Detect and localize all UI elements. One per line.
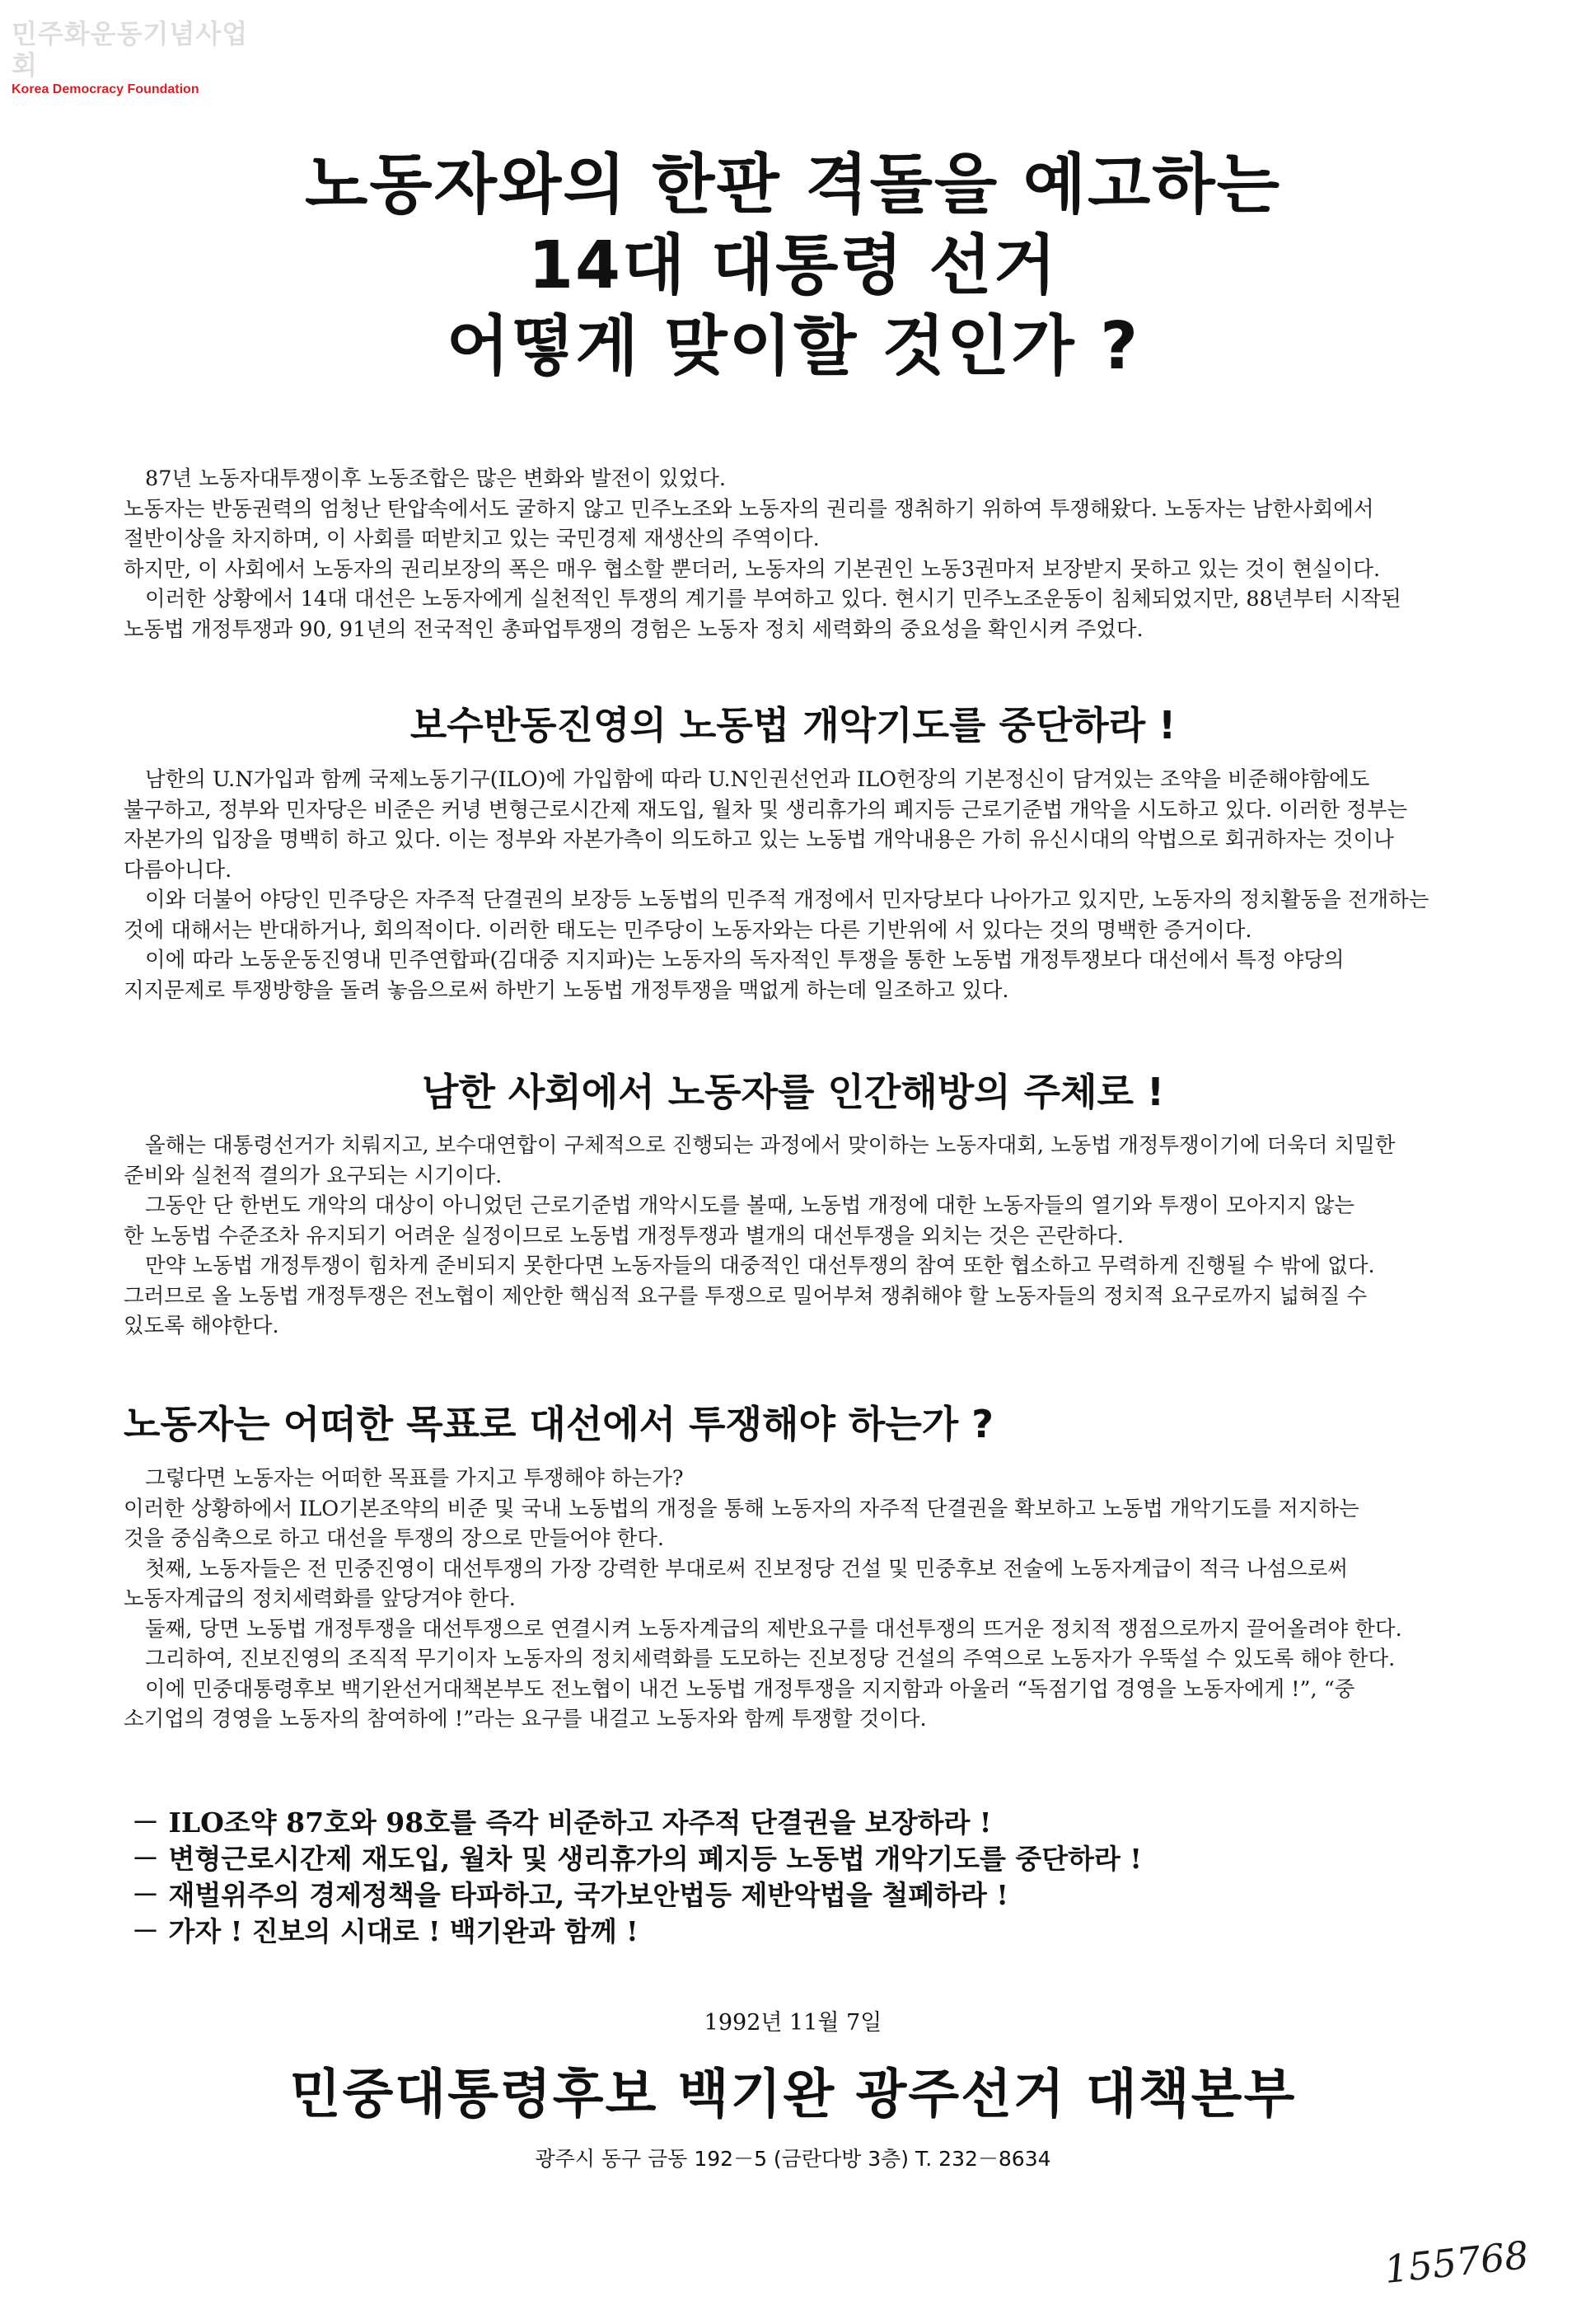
text-line: 노동자계급의 정치세력화를 앞당겨야 한다. <box>124 1586 516 1611</box>
title-line: 14대 대통령 선거 <box>528 227 1058 303</box>
text-line: 노동자는 반동권력의 엄청난 탄압속에서도 굴하지 않고 민주노조와 노동자의 권리를 쟁취하기 위하여 투쟁해왔다. 노동자는 남한사회에서 <box>124 496 1374 522</box>
text-line: 남한의 U.N가입과 함께 국제노동기구(ILO)에 가입함에 따라 U.N인권선언과 ILO헌장의 기본정신이 담겨있는 조약을 비준해야함에도 <box>145 767 1370 792</box>
text-line: 것에 대해서는 반대하거나, 회의적이다. 이러한 태도는 민주당이 노동자와는 다른 기반위에 서 있다는 것의 명백한 증거이다. <box>124 917 1252 943</box>
main-title <box>0 144 1586 387</box>
watermark-english: Korea Democracy Foundation <box>12 82 199 96</box>
text-line: 불구하고, 정부와 민자당은 비준은 커녕 변형근로시간제 재도입, 월차 및 생리휴가의 폐지등 근로기준법 개악을 시도하고 있다. 이러한 정부는 <box>124 797 1408 822</box>
section-body <box>124 765 1458 1005</box>
text-line: 그동안 단 한번도 개악의 대상이 아니었던 근로기준법 개악시도를 볼때, 노동법 개정에 대한 노동자들의 열기와 투쟁이 모아지지 않는 <box>145 1193 1354 1218</box>
slogan: － ILO조약 87호와 98호를 즉각 비준하고 자주적 단결권을 보장하라 ! <box>132 1806 992 1839</box>
slogan: － 변형근로시간제 재도입, 월차 및 생리휴가의 폐지등 노동법 개악기도를 중단하라 ! <box>132 1843 1142 1875</box>
text-line: 자본가의 입장을 명백히 하고 있다. 이는 정부와 자본가측이 의도하고 있는 노동법 개악내용은 가히 유신시대의 악법으로 회귀하자는 것이나 <box>124 827 1394 852</box>
text-line: 이에 민중대통령후보 백기완선거대책본부도 전노협이 내건 노동법 개정투쟁을 지지함과 아울러 “독점기업 경영을 노동자에게 !”, “중 <box>145 1676 1355 1702</box>
intro-paragraph <box>124 464 1458 644</box>
title-line: 어떻게 맞이할 것인가 ? <box>446 308 1140 384</box>
text-line: 만약 노동법 개정투쟁이 힘차게 준비되지 못한다면 노동자들의 대중적인 대선투쟁의 참여 또한 협소하고 무력하게 진행될 수 밖에 없다. <box>145 1253 1375 1278</box>
text-line: 그리하여, 진보진영의 조직적 무기이자 노동자의 정치세력화를 도모하는 진보정당 건설의 주역으로 노동자가 우뚝설 수 있도록 해야 한다. <box>145 1647 1396 1671</box>
text-line: 올해는 대통령선거가 치뤄지고, 보수대연합이 구체적으로 진행되는 과정에서 맞이하는 노동자대회, 노동법 개정투쟁이기에 더욱더 치밀한 <box>145 1133 1396 1158</box>
text-line: 이에 따라 노동운동진영내 민주연합파(김대중 지지파)는 노동자의 독자적인 투쟁을 통한 노동법 개정투쟁보다 대선에서 특정 야당의 <box>145 948 1345 972</box>
handwritten-archive-number: 155768 <box>1382 2232 1531 2293</box>
text-line: 있도록 해야한다. <box>124 1314 279 1338</box>
slogan-list <box>132 1805 1532 1950</box>
text-line: 것을 중심축으로 하고 대선을 투쟁의 장으로 만들어야 한다. <box>124 1526 665 1551</box>
section-title: 남한 사회에서 노동자를 인간해방의 주체로 ! <box>422 1070 1164 1114</box>
text-line: 그렇다면 노동자는 어떠한 목표를 가지고 투쟁해야 하는가? <box>145 1466 684 1491</box>
text-line: 지지문제로 투쟁방향을 돌려 놓음으로써 하반기 노동법 개정투쟁을 맥없게 하는데 일조하고 있다. <box>124 977 1009 1003</box>
text-line: 한 노동법 수준조차 유지되기 어려운 실정이므로 노동법 개정투쟁과 별개의 대선투쟁을 외치는 것은 곤란하다. <box>124 1223 1124 1249</box>
organization-address: 광주시 동구 금동 192－5 (금란다방 3층) T. 232－8634 <box>535 2147 1051 2171</box>
text-line: 이러한 상황하에서 ILO기본조약의 비준 및 국내 노동법의 개정을 통해 노동자의 자주적 단결권을 확보하고 노동법 개악기도를 저지하는 <box>124 1496 1359 1521</box>
text-line: 노동법 개정투쟁과 90, 91년의 전국적인 총파업투쟁의 경험은 노동자 정치 세력화의 중요성을 확인시켜 주었다. <box>124 616 1144 642</box>
text-line: 다름아니다. <box>124 857 232 883</box>
text-line: 87년 노동자대투쟁이후 노동조합은 많은 변화와 발전이 있었다. <box>145 466 727 491</box>
text-line: 첫째, 노동자들은 전 민중진영이 대선투쟁의 가장 강력한 부대로써 진보정당 건설 및 민중후보 전술에 노동자계급이 적극 나섬으로써 <box>145 1556 1348 1581</box>
text-line: 절반이상을 차지하며, 이 사회를 떠받치고 있는 국민경제 재생산의 주역이다. <box>124 527 820 551</box>
text-line: 소기업의 경영을 노동자의 참여하에 !”라는 요구를 내걸고 노동자와 함께 투쟁할 것이다. <box>124 1707 927 1731</box>
slogan: － 재벌위주의 경제정책을 타파하고, 국가보안법등 제반악법을 철폐하라 ! <box>132 1879 1008 1911</box>
slogan: － 가자 ! 진보의 시대로 ! 백기완과 함께 ! <box>132 1915 639 1947</box>
text-line: 이와 더불어 야당인 민주당은 자주적 단결권의 보장등 노동법의 민주적 개정에서 민자당보다 나아가고 있지만, 노동자의 정치활동을 전개하는 <box>145 888 1429 912</box>
text-line: 이러한 상황에서 14대 대선은 노동자에게 실천적인 투쟁의 계기를 부여하고 있다. 현시기 민주노조운동이 침체되었지만, 88년부터 시작된 <box>145 587 1401 611</box>
issue-date: 1992년 11월 7일 <box>704 2010 882 2036</box>
section-body <box>124 1131 1458 1342</box>
section-body <box>124 1464 1458 1735</box>
text-line: 그러므로 올 노동법 개정투쟁은 전노협이 제안한 핵심적 요구를 투쟁으로 밀어부쳐 쟁취해야 할 노동자들의 정치적 요구로까지 넓혀질 수 <box>124 1283 1368 1309</box>
section-title: 보수반동진영의 노동법 개악기도를 중단하라 ! <box>409 703 1177 747</box>
title-line: 노동자와의 한판 격돌을 예고하는 <box>305 147 1281 223</box>
foundation-watermark <box>12 18 259 97</box>
section-title: 노동자는 어떠한 목표로 대선에서 투쟁해야 하는가 ? <box>124 1402 994 1446</box>
text-line: 하지만, 이 사회에서 노동자의 권리보장의 폭은 매우 협소할 뿐더러, 노동자의 기본권인 노동3권마저 보장받지 못하고 있는 것이 현실이다. <box>124 556 1381 582</box>
text-line: 준비와 실천적 결의가 요구되는 시기이다. <box>124 1163 503 1188</box>
organization-name: 민중대통령후보 백기완 광주선거 대책본부 <box>289 2064 1297 2125</box>
watermark-korean: 민주화운동기념사업회 <box>12 18 249 81</box>
text-line: 둘째, 당면 노동법 개정투쟁을 대선투쟁으로 연결시켜 노동자계급의 제반요구를 대선투쟁의 뜨거운 정치적 쟁점으로까지 끌어올려야 한다. <box>145 1616 1402 1642</box>
